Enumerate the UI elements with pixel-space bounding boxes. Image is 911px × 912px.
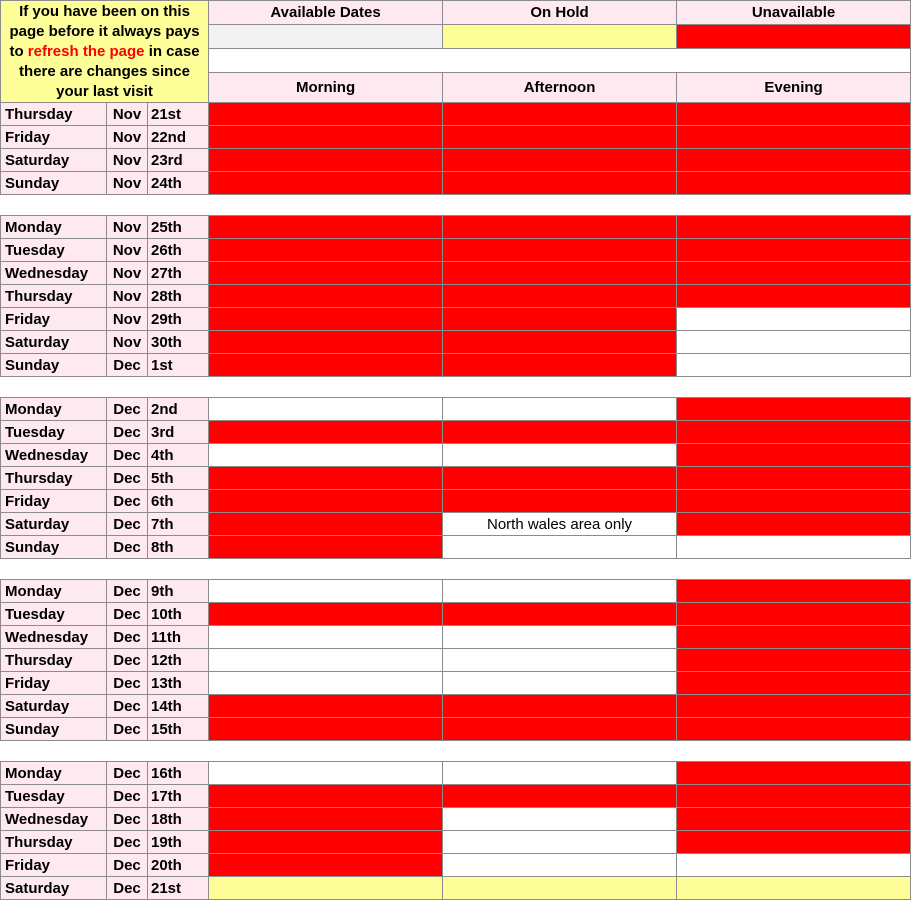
evening-slot	[677, 467, 911, 490]
column-morning: Morning	[209, 73, 443, 103]
table-row	[1, 695, 911, 718]
morning-slot	[209, 126, 443, 149]
month: Dec	[107, 626, 148, 649]
day-name: Tuesday	[1, 239, 107, 262]
date: 4th	[148, 444, 209, 467]
date: 20th	[148, 854, 209, 877]
morning-slot	[209, 877, 443, 900]
table-row	[1, 490, 911, 513]
afternoon-slot	[443, 808, 677, 831]
month: Dec	[107, 672, 148, 695]
date: 29th	[148, 308, 209, 331]
afternoon-slot	[443, 308, 677, 331]
afternoon-slot	[443, 149, 677, 172]
morning-slot	[209, 421, 443, 444]
evening-slot	[677, 285, 911, 308]
morning-slot	[209, 808, 443, 831]
table-row	[1, 444, 911, 467]
morning-slot	[209, 718, 443, 741]
date: 25th	[148, 216, 209, 239]
month: Nov	[107, 126, 148, 149]
afternoon-slot	[443, 695, 677, 718]
table-row	[1, 262, 911, 285]
evening-slot	[677, 877, 911, 900]
morning-slot	[209, 331, 443, 354]
week-separator	[1, 195, 911, 216]
table-row	[1, 467, 911, 490]
morning-slot	[209, 536, 443, 559]
day-name: Saturday	[1, 877, 107, 900]
week-separator	[1, 377, 911, 398]
notice-text-2: in case there are changes since your last visit	[19, 42, 200, 100]
table-row	[1, 421, 911, 444]
evening-slot	[677, 490, 911, 513]
date: 19th	[148, 831, 209, 854]
date: 15th	[148, 718, 209, 741]
day-name: Friday	[1, 126, 107, 149]
evening-slot	[677, 831, 911, 854]
morning-slot	[209, 854, 443, 877]
month: Nov	[107, 331, 148, 354]
table-row	[1, 877, 911, 900]
column-afternoon: Afternoon	[443, 73, 677, 103]
morning-slot	[209, 695, 443, 718]
month: Nov	[107, 216, 148, 239]
table-row	[1, 285, 911, 308]
date: 28th	[148, 285, 209, 308]
morning-slot	[209, 831, 443, 854]
afternoon-slot	[443, 262, 677, 285]
morning-slot	[209, 149, 443, 172]
evening-slot	[677, 536, 911, 559]
date: 23rd	[148, 149, 209, 172]
notice-text-1: If you have been on this page before it always pays to	[9, 2, 200, 60]
legend-on-hold-swatch	[443, 25, 677, 49]
morning-slot	[209, 239, 443, 262]
date: 14th	[148, 695, 209, 718]
date: 13th	[148, 672, 209, 695]
legend-available-label: Available Dates	[209, 1, 443, 25]
evening-slot	[677, 854, 911, 877]
evening-slot	[677, 580, 911, 603]
date: 2nd	[148, 398, 209, 421]
morning-slot	[209, 103, 443, 126]
date: 26th	[148, 239, 209, 262]
morning-slot	[209, 444, 443, 467]
evening-slot	[677, 672, 911, 695]
afternoon-slot	[443, 126, 677, 149]
legend-available-swatch	[209, 25, 443, 49]
month: Nov	[107, 103, 148, 126]
month: Dec	[107, 354, 148, 377]
morning-slot	[209, 172, 443, 195]
afternoon-slot	[443, 762, 677, 785]
afternoon-slot	[443, 239, 677, 262]
table-row	[1, 239, 911, 262]
evening-slot	[677, 331, 911, 354]
day-name: Sunday	[1, 718, 107, 741]
table-row	[1, 603, 911, 626]
month: Dec	[107, 513, 148, 536]
date: 27th	[148, 262, 209, 285]
date: 9th	[148, 580, 209, 603]
date: 24th	[148, 172, 209, 195]
week-separator-cell	[1, 741, 911, 762]
table-row	[1, 149, 911, 172]
evening-slot	[677, 354, 911, 377]
day-name: Monday	[1, 762, 107, 785]
afternoon-slot	[443, 785, 677, 808]
evening-slot	[677, 718, 911, 741]
evening-slot	[677, 626, 911, 649]
morning-slot	[209, 762, 443, 785]
date: 21st	[148, 877, 209, 900]
morning-slot	[209, 308, 443, 331]
day-name: Friday	[1, 308, 107, 331]
table-row	[1, 331, 911, 354]
day-name: Thursday	[1, 831, 107, 854]
evening-slot	[677, 149, 911, 172]
table-row	[1, 785, 911, 808]
date: 22nd	[148, 126, 209, 149]
day-name: Thursday	[1, 649, 107, 672]
legend-unavailable-label: Unavailable	[677, 1, 911, 25]
table-row	[1, 536, 911, 559]
day-name: Monday	[1, 216, 107, 239]
month: Nov	[107, 149, 148, 172]
day-name: Tuesday	[1, 421, 107, 444]
afternoon-slot	[443, 103, 677, 126]
afternoon-slot	[443, 331, 677, 354]
evening-slot	[677, 513, 911, 536]
afternoon-slot	[443, 672, 677, 695]
month: Dec	[107, 877, 148, 900]
date: 18th	[148, 808, 209, 831]
month: Dec	[107, 490, 148, 513]
table-row	[1, 398, 911, 421]
evening-slot	[677, 172, 911, 195]
day-name: Thursday	[1, 467, 107, 490]
month: Dec	[107, 831, 148, 854]
month: Dec	[107, 695, 148, 718]
evening-slot	[677, 398, 911, 421]
morning-slot	[209, 603, 443, 626]
afternoon-slot	[443, 536, 677, 559]
afternoon-slot	[443, 421, 677, 444]
table-row	[1, 718, 911, 741]
morning-slot	[209, 649, 443, 672]
morning-slot	[209, 398, 443, 421]
day-name: Monday	[1, 580, 107, 603]
afternoon-slot	[443, 831, 677, 854]
legend-on-hold-label: On Hold	[443, 1, 677, 25]
table-row	[1, 672, 911, 695]
morning-slot	[209, 285, 443, 308]
day-name: Thursday	[1, 103, 107, 126]
column-evening: Evening	[677, 73, 911, 103]
evening-slot	[677, 808, 911, 831]
date: 12th	[148, 649, 209, 672]
morning-slot	[209, 672, 443, 695]
date: 7th	[148, 513, 209, 536]
evening-slot	[677, 421, 911, 444]
afternoon-slot	[443, 490, 677, 513]
morning-slot	[209, 467, 443, 490]
morning-slot	[209, 354, 443, 377]
table-row	[1, 172, 911, 195]
table-row	[1, 126, 911, 149]
evening-slot	[677, 103, 911, 126]
week-separator	[1, 559, 911, 580]
month: Dec	[107, 398, 148, 421]
day-name: Saturday	[1, 513, 107, 536]
table-row	[1, 513, 911, 536]
date: 3rd	[148, 421, 209, 444]
month: Dec	[107, 762, 148, 785]
afternoon-slot	[443, 877, 677, 900]
day-name: Friday	[1, 490, 107, 513]
month: Dec	[107, 854, 148, 877]
date: 11th	[148, 626, 209, 649]
day-name: Wednesday	[1, 444, 107, 467]
evening-slot	[677, 695, 911, 718]
month: Dec	[107, 536, 148, 559]
afternoon-slot	[443, 649, 677, 672]
afternoon-slot	[443, 718, 677, 741]
evening-slot	[677, 216, 911, 239]
week-separator-cell	[1, 559, 911, 580]
month: Dec	[107, 649, 148, 672]
day-name: Thursday	[1, 285, 107, 308]
date: 21st	[148, 103, 209, 126]
week-separator	[1, 741, 911, 762]
morning-slot	[209, 626, 443, 649]
evening-slot	[677, 603, 911, 626]
evening-slot	[677, 126, 911, 149]
refresh-notice	[1, 1, 209, 103]
table-row	[1, 762, 911, 785]
month: Nov	[107, 308, 148, 331]
day-name: Wednesday	[1, 262, 107, 285]
day-name: Sunday	[1, 536, 107, 559]
refresh-highlight: refresh the page	[27, 42, 145, 60]
date: 10th	[148, 603, 209, 626]
afternoon-slot	[443, 467, 677, 490]
date: 30th	[148, 331, 209, 354]
evening-slot	[677, 649, 911, 672]
morning-slot	[209, 513, 443, 536]
evening-slot	[677, 444, 911, 467]
table-row	[1, 854, 911, 877]
day-name: Monday	[1, 398, 107, 421]
month: Dec	[107, 603, 148, 626]
day-name: Friday	[1, 672, 107, 695]
evening-slot	[677, 762, 911, 785]
afternoon-slot	[443, 172, 677, 195]
afternoon-slot	[443, 398, 677, 421]
month: Dec	[107, 421, 148, 444]
table-row	[1, 808, 911, 831]
day-name: Sunday	[1, 354, 107, 377]
evening-slot	[677, 308, 911, 331]
afternoon-slot	[443, 354, 677, 377]
day-name: Saturday	[1, 149, 107, 172]
month: Dec	[107, 718, 148, 741]
day-name: Wednesday	[1, 626, 107, 649]
afternoon-slot: North wales area only	[443, 513, 677, 536]
morning-slot	[209, 490, 443, 513]
date: 1st	[148, 354, 209, 377]
day-name: Saturday	[1, 695, 107, 718]
morning-slot	[209, 785, 443, 808]
afternoon-slot	[443, 603, 677, 626]
week-separator-cell	[1, 195, 911, 216]
month: Dec	[107, 467, 148, 490]
evening-slot	[677, 239, 911, 262]
afternoon-slot	[443, 580, 677, 603]
table-row	[1, 626, 911, 649]
table-row	[1, 216, 911, 239]
table-row	[1, 308, 911, 331]
afternoon-slot	[443, 444, 677, 467]
header-spacer	[209, 49, 911, 73]
table-row	[1, 831, 911, 854]
afternoon-slot	[443, 626, 677, 649]
table-row	[1, 580, 911, 603]
month: Nov	[107, 285, 148, 308]
legend-unavailable-swatch	[677, 25, 911, 49]
week-separator-cell	[1, 377, 911, 398]
date: 6th	[148, 490, 209, 513]
day-name: Wednesday	[1, 808, 107, 831]
day-name: Tuesday	[1, 603, 107, 626]
morning-slot	[209, 262, 443, 285]
afternoon-slot	[443, 285, 677, 308]
month: Nov	[107, 262, 148, 285]
day-name: Saturday	[1, 331, 107, 354]
day-name: Tuesday	[1, 785, 107, 808]
month: Dec	[107, 580, 148, 603]
table-row	[1, 354, 911, 377]
morning-slot	[209, 216, 443, 239]
month: Dec	[107, 785, 148, 808]
month: Dec	[107, 444, 148, 467]
day-name: Friday	[1, 854, 107, 877]
table-row	[1, 103, 911, 126]
morning-slot	[209, 580, 443, 603]
afternoon-slot	[443, 854, 677, 877]
day-name: Sunday	[1, 172, 107, 195]
evening-slot	[677, 262, 911, 285]
month: Nov	[107, 239, 148, 262]
evening-slot	[677, 785, 911, 808]
date: 5th	[148, 467, 209, 490]
date: 17th	[148, 785, 209, 808]
table-row	[1, 649, 911, 672]
month: Dec	[107, 808, 148, 831]
date: 8th	[148, 536, 209, 559]
month: Nov	[107, 172, 148, 195]
afternoon-slot	[443, 216, 677, 239]
date: 16th	[148, 762, 209, 785]
